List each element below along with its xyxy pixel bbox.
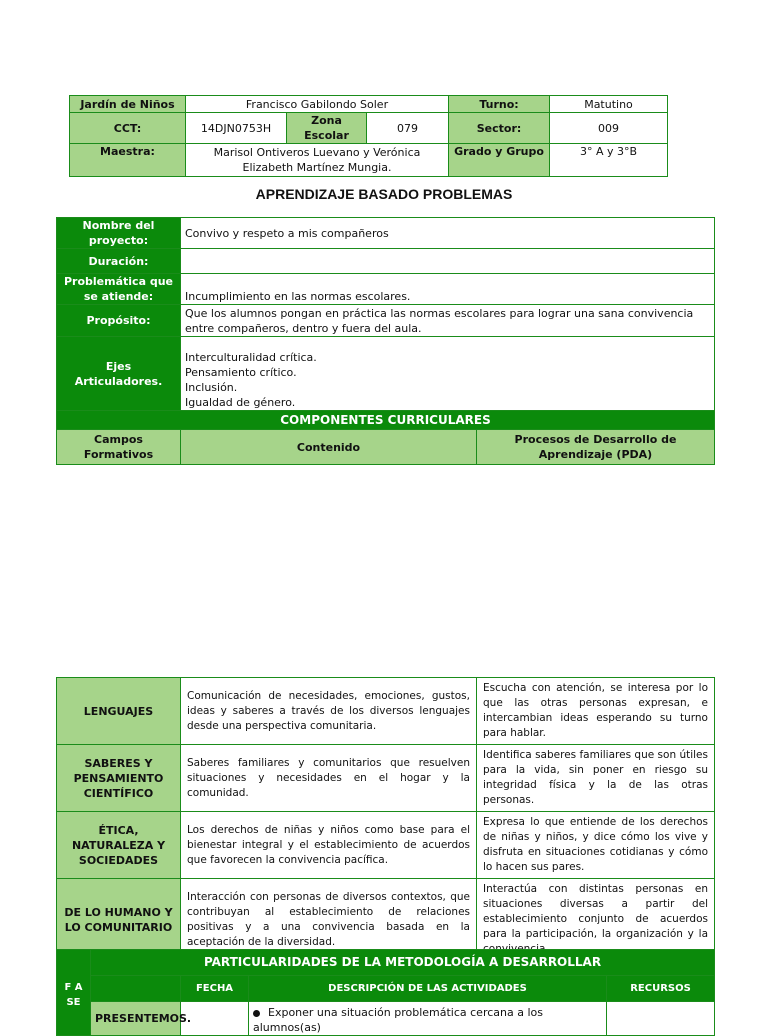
cct-value: 14DJN0753H <box>186 113 287 144</box>
header-info-table <box>69 95 668 177</box>
col-fecha-header: FECHA <box>181 976 249 1002</box>
table-row <box>57 745 715 812</box>
recursos-cell <box>607 1002 715 1036</box>
table-row <box>57 812 715 879</box>
nombre-label: Nombre del proyecto: <box>57 218 181 249</box>
ejes-list <box>181 337 715 411</box>
campo-name: DE LO HUMANO Y LO COMUNITARIO <box>57 879 181 961</box>
campo-name: ÉTICA, NATURALEZA Y SOCIEDADES <box>57 812 181 879</box>
maestra-label: Maestra: <box>70 144 186 177</box>
metodologia-heading: PARTICULARIDADES DE LA METODOLOGÍA A DESARROLLAR <box>91 950 715 976</box>
presentemos-label: PRESENTEMOS. <box>91 1002 181 1036</box>
fecha-spacer <box>91 976 181 1002</box>
col-pda-header: Procesos de Desarrollo de Aprendizaje (PDA) <box>477 430 715 465</box>
campo-name: LENGUAJES <box>57 678 181 745</box>
campo-contenido: Interacción con personas de diversos contextos, que contribuyan al establecimiento de relaciones positivas y a una convivencia basada en la aceptación de la diversidad. <box>181 879 477 961</box>
problematica-value: Incumplimiento en las normas escolares. <box>181 274 715 305</box>
eje-item: Interculturalidad crítica. <box>185 351 317 364</box>
col-descripcion-header: DESCRIPCIÓN DE LAS ACTIVIDADES <box>249 976 607 1002</box>
campo-contenido: Los derechos de niñas y niños como base para el bienestar integral y el establecimiento de acuerdos que favorecen la convivencia pacífica. <box>181 812 477 879</box>
eje-item: Inclusión. <box>185 381 238 394</box>
campos-formativos-table <box>56 677 715 961</box>
cct-label: CCT: <box>70 113 186 144</box>
project-table <box>56 217 715 465</box>
col-recursos-header: RECURSOS <box>607 976 715 1002</box>
maestra-value: Marisol Ontiveros Luevano y Verónica Elizabeth Martínez Mungia. <box>186 144 449 177</box>
metodologia-table <box>56 949 715 1036</box>
jardin-value: Francisco Gabilondo Soler <box>186 96 449 113</box>
table-row <box>57 678 715 745</box>
col-contenido-header: Contenido <box>181 430 477 465</box>
campo-pda: Interactúa con distintas personas en situaciones diversas a partir del establecimiento conjunto de acuerdos para la participación, la organización y la <box>477 879 715 961</box>
campo-contenido: Saberes familiares y comunitarios que resuelven situaciones y necesidades en el hogar y la comunidad. <box>181 745 477 812</box>
zona-value: 079 <box>367 113 449 144</box>
bullet-icon <box>253 1010 260 1017</box>
ejes-label: Ejes Articuladores. <box>57 337 181 411</box>
activity-cell <box>249 1002 607 1036</box>
proposito-label: Propósito: <box>57 305 181 337</box>
duracion-label: Duración: <box>57 249 181 274</box>
eje-item: Pensamiento crítico. <box>185 366 297 379</box>
activity-text: Exponer una situación problemática cercana a los alumnos(as) <box>253 1006 543 1034</box>
campo-name: SABERES Y PENSAMIENTO CIENTÍFICO <box>57 745 181 812</box>
fase-label: F A SE <box>57 950 91 1036</box>
nombre-value: Convivo y respeto a mis compañeros <box>181 218 715 249</box>
page-title: APRENDIZAJE BASADO PROBLEMAS <box>255 186 513 202</box>
proposito-value: Que los alumnos pongan en práctica las normas escolares para lograr una sana convivencia entre compañeros, dentro y fuera del aula. <box>181 305 715 337</box>
eje-item: Igualdad de género. <box>185 396 296 409</box>
col-campos-header: Campos Formativos <box>57 430 181 465</box>
sector-label: Sector: <box>449 113 550 144</box>
sector-value: 009 <box>550 113 668 144</box>
campo-contenido: Comunicación de necesidades, emociones, gustos, ideas y saberes a través de los diversos lenguajes desde una perspectiva comunitaria. <box>181 678 477 745</box>
grado-value: 3° A y 3°B <box>550 144 668 177</box>
jardin-label: Jardín de Niños <box>70 96 186 113</box>
campo-pda: Identifica saberes familiares que son útiles para la vida, sin poner en riesgo su integridad física y la de las otras personas. <box>477 745 715 812</box>
campo-pda: Expresa lo que entiende de los derechos de niñas y niños, y dice cómo los vive y disfruta en situaciones cotidianas y cómo lo hacen sus pares. <box>477 812 715 879</box>
duracion-value <box>181 249 715 274</box>
campo-pda: Escucha con atención, se interesa por lo que las otras personas expresan, e intercambian ideas esperando su turno para hablar. <box>477 678 715 745</box>
zona-label: Zona Escolar <box>287 113 367 144</box>
turno-label: Turno: <box>449 96 550 113</box>
turno-value: Matutino <box>550 96 668 113</box>
grado-label: Grado y Grupo <box>449 144 550 177</box>
componentes-heading: COMPONENTES CURRICULARES <box>57 411 715 430</box>
problematica-label: Problemática que se atiende: <box>57 274 181 305</box>
